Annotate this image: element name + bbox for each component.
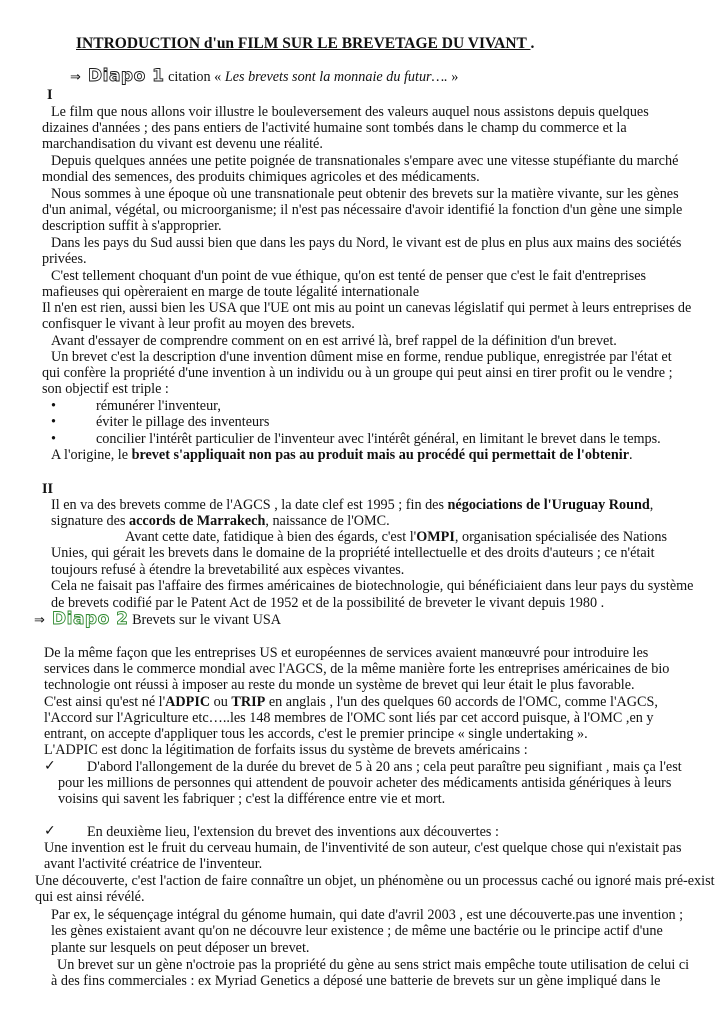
paragraph-line (44, 694, 658, 710)
text-run: Il en va des brevets comme de l'AGCS , la date clef est 1995 ; fin des (51, 497, 448, 513)
check-icon: ✓ (44, 823, 56, 839)
paragraph-line: Dans les pays du Sud aussi bien que dans les pays du Nord, le vivant est de plus en plus aux mains des sociétés (51, 235, 682, 251)
paragraph-line: Avant d'essayer de comprendre comment on en est arrivé là, bref rappel de la définition d'un brevet. (51, 333, 617, 349)
paragraph-line: marchandisation du vivant est devenu une réalité. (42, 136, 323, 152)
right-double-arrow-icon: ⇒ (70, 70, 81, 85)
paragraph-line: avant l'activité créatrice de l'inventeur. (44, 856, 263, 872)
paragraph-line: Nous sommes à une époque où une transnationale peut obtenir des brevets sur la matière vivante, sur les gènes (51, 186, 679, 202)
diapo-1-prefix: citation « (164, 69, 225, 85)
paragraph-line: technologie ont réussi à imposer au reste du monde un système de brevet qui leur était le plus favorable. (44, 677, 635, 693)
text-run-bold: TRIP (231, 694, 266, 710)
diapo-2-line (34, 611, 281, 629)
bullet-item: concilier l'intérêt particulier de l'inventeur avec l'intérêt général, en limitant le brevet dans le temps. (96, 431, 661, 447)
paragraph-line: à des fins commerciales : ex Myriad Genetics a déposé une batterie de brevets sur un gène impliqué dans le (51, 973, 661, 989)
diapo-2-text: Brevets sur le vivant USA (128, 612, 282, 628)
paragraph-line: mafieuses qui opèreraient en marge de toute légalité internationale (42, 284, 420, 300)
paragraph-line: mondial des semences, des produits chimiques agricoles et des médicaments. (42, 169, 480, 185)
text-run: , naissance de l'OMC. (265, 513, 390, 529)
diapo-1-label: Diapo 1 (88, 66, 165, 86)
diapo-2-label: Diapo 2 (52, 609, 129, 629)
paragraph-line: De la même façon que les entreprises US et européennes de services avaient manœuvré pour introduire les (44, 645, 649, 661)
text-run: ou (210, 694, 232, 710)
text-run-bold: OMPI (416, 529, 455, 545)
bullet-glyph: • (51, 398, 56, 414)
paragraph-line: les gènes existaient avant qu'on ne découvre leur existence ; de même une bactérie ou le principe actif d'une (51, 923, 663, 939)
bullet-glyph: • (51, 431, 56, 447)
bullet-glyph: • (51, 414, 56, 430)
paragraph-line: Un brevet sur un gène n'octroie pas la propriété du gène au sens strict mais empêche toute utilisation de celui ci (57, 957, 690, 973)
origin-line (51, 447, 633, 463)
text-run: , (649, 497, 654, 513)
origin-pre: A l'origine, le (51, 447, 132, 463)
paragraph-line: services dans le commerce mondial avec l'AGCS, de la même manière forte les entreprises américaines de bio (44, 661, 670, 677)
paragraph-line: Cela ne faisait pas l'affaire des firmes américaines de biotechnologie, qui bénéficiaient dans leur pays du système (51, 578, 694, 594)
bullet-item: éviter le pillage des inventeurs (96, 414, 270, 430)
check-item-line: pour les millions de personnes qui attendent de pouvoir acheter des médicaments antisida génériques à leurs (58, 775, 672, 791)
paragraph-line: confisquer le vivant à leur profit au moyen des brevets. (42, 316, 355, 332)
diapo-1-suffix: » (447, 69, 459, 85)
paragraph-line: dizaines d'années ; des pans entiers de l'activité humaine sont tombés dans le champ du commerce et la (42, 120, 627, 136)
check-item-line: voisins qui savent les fabriquer ; c'est la différence entre vie et mort. (58, 791, 446, 807)
paragraph-line: Une invention est le fruit du cerveau humain, de l'inventivité de son auteur, c'est quelque chose qui n'existait pas (44, 840, 682, 856)
paragraph-line: qui confère la propriété d'une invention à un individu ou à un groupe qui peut ainsi en tirer profit ou le vendre ; (42, 365, 673, 381)
paragraph-line: l'Accord sur l'Agriculture etc…..les 148 membres de l'OMC sont liés par cet accord puisque, à l'OMC ,en y (44, 710, 654, 726)
paragraph-line (51, 513, 390, 529)
paragraph-line: plante sur lesquels on peut déposer un brevet. (51, 940, 310, 956)
bullet-item: rémunérer l'inventeur, (96, 398, 221, 414)
section-heading-2: II (42, 481, 54, 497)
page-title (76, 36, 534, 52)
paragraph-line: Depuis quelques années une petite poignée de transnationales s'empare avec une vitesse stupéfiante du marché (51, 153, 679, 169)
text-run: signature des (51, 513, 130, 529)
text-run: , organisation spécialisée des Nations (454, 529, 667, 545)
text-run: Avant cette date, fatidique à bien des égards, c'est l' (125, 529, 417, 545)
text-run: C'est ainsi qu'est né l' (44, 694, 166, 710)
check-item-line: En deuxième lieu, l'extension du brevet des inventions aux découvertes : (87, 824, 499, 840)
origin-post: . (629, 447, 633, 463)
check-item-line: D'abord l'allongement de la durée du brevet de 5 à 20 ans ; cela peut paraître peu signifiant , mais ça l'est (87, 759, 682, 775)
paragraph-line: Une découverte, c'est l'action de faire connaître un objet, un phénomène ou un processus caché ou ignoré mais pré-exist (35, 873, 715, 889)
diapo-1-line (70, 68, 458, 86)
paragraph-line: description suffit à s'approprier. (42, 218, 222, 234)
paragraph-line: Par ex, le séquençage intégral du génome humain, qui date d'avril 2003 , est une découverte.pas une invention ; (51, 907, 684, 923)
page-title-dot: . (530, 35, 535, 52)
paragraph-line (125, 529, 667, 545)
check-icon: ✓ (44, 758, 56, 774)
text-run-bold: négociations de l'Uruguay Round (447, 497, 650, 513)
text-run-bold: ADPIC (165, 694, 211, 710)
paragraph-line: Unies, qui gérait les brevets dans le domaine de la propriété intellectuelle et des droits d'auteurs ; ce n'était (51, 545, 655, 561)
paragraph-line: d'un animal, végétal, ou microorganisme; il n'est pas nécessaire d'avoir identifié la fonction d'un gène une simple (42, 202, 683, 218)
paragraph-line: C'est tellement choquant d'un point de vue éthique, qu'on est tenté de penser que c'est le fait d'entreprises (51, 268, 647, 284)
paragraph-line: privées. (42, 251, 87, 267)
paragraph-line: de brevets codifié par le Patent Act de 1952 et de la possibilité de breveter le vivant depuis 1980 . (51, 595, 605, 611)
paragraph-line (51, 497, 653, 513)
origin-bold: brevet s'appliquait non pas au produit mais au procédé qui permettait de l'obtenir (131, 447, 629, 463)
diapo-1-quote: Les brevets sont la monnaie du futur…. (224, 69, 448, 85)
paragraph-line: qui est ainsi révélé. (35, 889, 145, 905)
text-run-bold: accords de Marrakech (129, 513, 266, 529)
right-double-arrow-icon: ⇒ (34, 613, 45, 628)
paragraph-line: entrant, on accepte d'appliquer tous les accords, c'est le premier principe « single undertaking ». (44, 726, 588, 742)
text-run: en anglais , l'un des quelques 60 accords de l'OMC, comme l'AGCS, (265, 694, 658, 710)
paragraph-line: toujours refusé à étendre la brevetabilité aux espèces vivantes. (51, 562, 405, 578)
section-heading-1: I (47, 87, 53, 103)
paragraph-line: L'ADPIC est donc la légitimation de forfaits issus du système de brevets américains : (44, 742, 528, 758)
paragraph-line: Il n'en est rien, aussi bien les USA que l'UE ont mis au point un canevas législatif qui permet à leurs entreprises de (42, 300, 692, 316)
paragraph-line: Un brevet c'est la description d'une invention dûment mise en forme, rendue publique, enregistrée par l'état et (51, 349, 672, 365)
page-title-text: INTRODUCTION d'un FILM SUR LE BREVETAGE DU VIVANT (76, 35, 531, 52)
paragraph-line: Le film que nous allons voir illustre le bouleversement des valeurs auquel nous assistons depuis quelques (51, 104, 649, 120)
paragraph-line: son objectif est triple : (42, 381, 169, 397)
